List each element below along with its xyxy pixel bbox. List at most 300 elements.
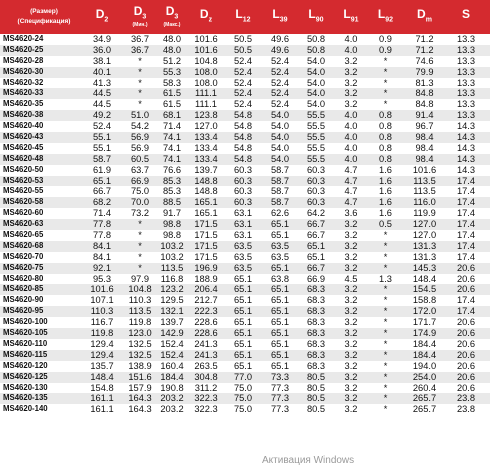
row-cell-d3max: 123.2	[160, 284, 184, 295]
row-cell-l12: 54.8	[233, 132, 253, 143]
header-col-l91	[334, 0, 368, 34]
row-cell-d2: 161.1	[90, 393, 114, 404]
row-cell-l90: 68.3	[306, 328, 326, 339]
row-part-number: MS4620-55	[3, 186, 44, 196]
row-cell-dm: 91.4	[415, 110, 434, 121]
row-cell-l39: 77.3	[270, 382, 290, 393]
row-cell-d3max: 152.4	[160, 349, 184, 360]
row-cell-l39: 65.1	[270, 284, 290, 295]
row-cell-d2: 41.3	[92, 77, 112, 88]
row-cell-l91: 3.2	[344, 284, 358, 295]
row-cell-d3min: 36.7	[130, 44, 150, 55]
row-cell-dz: 101.6	[194, 34, 218, 44]
windows-activation-watermark: Активация Windows	[262, 455, 355, 466]
row-cell-dm: 171.7	[412, 317, 437, 328]
row-cell-dm: 131.3	[412, 251, 437, 262]
row-cell-dz: 228.6	[194, 328, 218, 339]
row-cell-l92: 0.8	[379, 153, 392, 164]
row-cell-l92: *	[383, 251, 388, 262]
row-cell-l12: 63.1	[233, 208, 253, 219]
row-cell-d3max: 184.4	[160, 371, 184, 382]
row-cell-d3min: 56.9	[130, 142, 150, 153]
row-cell-l90: 54.0	[306, 77, 326, 88]
table-row	[0, 361, 490, 372]
row-cell-d3max: 74.1	[162, 132, 182, 143]
header-col-dz	[188, 0, 224, 34]
row-cell-d3max: 71.4	[162, 121, 182, 132]
table-row	[0, 34, 490, 45]
row-cell-l90: 66.7	[306, 262, 326, 273]
row-cell-d2: 84.1	[92, 240, 112, 251]
row-cell-l92: *	[383, 66, 388, 77]
header-col-label: $L_{12}$	[235, 6, 251, 24]
table-row	[0, 241, 490, 252]
row-cell-d2: 71.4	[92, 208, 112, 219]
row-cell-s: 17.4	[456, 306, 476, 317]
row-part-number: MS4620-110	[3, 338, 48, 348]
row-cell-d3min: 151.6	[128, 371, 152, 382]
row-cell-l90: 80.5	[306, 371, 326, 382]
table-row	[0, 306, 490, 317]
row-cell-d3max: 55.3	[162, 66, 182, 77]
row-cell-l91: 4.0	[344, 34, 358, 44]
row-part-number: MS4620-135	[3, 393, 48, 403]
row-cell-l92: *	[383, 382, 388, 393]
table-row	[0, 284, 490, 295]
row-cell-d2: 55.1	[92, 132, 112, 143]
row-cell-d2: 129.4	[90, 349, 114, 360]
row-cell-d2: 65.1	[92, 175, 112, 186]
row-cell-l92: *	[383, 338, 388, 349]
row-part-number: MS4620-48	[3, 153, 44, 163]
row-cell-l90: 66.7	[306, 230, 326, 241]
row-cell-l39: 65.1	[270, 317, 290, 328]
row-cell-dm: 71.2	[415, 34, 434, 44]
row-cell-l92: 0.8	[379, 121, 392, 132]
row-cell-dz: 171.5	[194, 240, 218, 251]
row-cell-d3max: 142.9	[160, 328, 184, 339]
row-cell-d3min: 70.0	[130, 197, 150, 208]
row-cell-l91: 3.2	[344, 99, 358, 110]
row-cell-dz: 133.4	[194, 142, 218, 153]
table-row	[0, 219, 490, 230]
row-cell-l12: 65.1	[233, 328, 253, 339]
row-cell-l90: 55.5	[306, 110, 326, 121]
row-cell-s: 13.3	[456, 34, 476, 44]
row-cell-s: 20.6	[456, 338, 476, 349]
row-cell-d2: 77.8	[92, 230, 112, 241]
table-row	[0, 317, 490, 328]
row-cell-dm: 84.8	[415, 88, 434, 99]
row-cell-d3min: 75.0	[130, 186, 150, 197]
row-cell-l90: 60.3	[306, 164, 326, 175]
row-cell-l90: 68.3	[306, 360, 326, 371]
row-cell-d3min: *	[138, 262, 142, 273]
row-cell-l91: 3.2	[344, 393, 358, 404]
row-cell-l12: 75.0	[233, 382, 253, 393]
row-cell-d3min: *	[138, 230, 142, 241]
row-cell-d3min: *	[138, 55, 142, 66]
row-cell-l39: 54.0	[270, 132, 290, 143]
row-part-number: MS4620-115	[3, 349, 48, 359]
row-cell-s: 13.3	[456, 44, 476, 55]
row-cell-d3max: 48.0	[162, 44, 182, 55]
row-cell-l91: 3.2	[344, 240, 358, 251]
row-cell-dm: 98.4	[415, 132, 434, 143]
row-cell-dm: 71.2	[415, 44, 434, 55]
row-cell-l12: 65.1	[233, 306, 253, 317]
row-cell-l12: 60.3	[233, 197, 253, 208]
row-cell-l92: *	[383, 393, 388, 404]
row-cell-l92: *	[383, 306, 388, 317]
row-cell-dm: 194.0	[412, 360, 437, 371]
row-cell-l39: 54.0	[270, 121, 290, 132]
table-row	[0, 252, 490, 263]
row-cell-d3max: 61.5	[162, 88, 182, 99]
row-cell-l92: *	[383, 55, 388, 66]
row-cell-l90: 55.5	[306, 142, 326, 153]
row-cell-d3max: 132.1	[160, 306, 184, 317]
table-row	[0, 45, 490, 56]
row-part-number: MS4620-100	[3, 317, 48, 327]
row-cell-dm: 74.6	[415, 55, 434, 66]
row-cell-l12: 63.5	[233, 262, 253, 273]
row-cell-l90: 60.3	[306, 186, 326, 197]
row-part-number: MS4620-60	[3, 208, 44, 218]
row-part-number: MS4620-38	[3, 110, 44, 120]
row-cell-l39: 52.4	[270, 88, 290, 99]
row-cell-l90: 55.5	[306, 153, 326, 164]
row-cell-l39: 63.5	[270, 251, 290, 262]
row-cell-l12: 52.4	[233, 66, 253, 77]
row-cell-l92: 1.6	[379, 186, 392, 197]
row-cell-l92: *	[383, 360, 388, 371]
header-col-l39	[262, 0, 298, 34]
row-cell-l12: 52.4	[233, 99, 253, 110]
row-cell-l91: 3.2	[344, 349, 358, 360]
row-cell-l90: 60.3	[306, 175, 326, 186]
row-cell-dz: 263.5	[194, 360, 218, 371]
row-cell-d2: 34.9	[92, 34, 112, 44]
row-part-number: MS4620-28	[3, 55, 44, 65]
header-col-dm	[403, 0, 446, 34]
row-cell-d3max: 160.4	[160, 360, 184, 371]
row-cell-l39: 49.6	[270, 44, 290, 55]
row-cell-d2: 116.7	[90, 317, 114, 328]
row-cell-l12: 54.8	[233, 142, 253, 153]
row-cell-d2: 107.1	[90, 295, 114, 306]
table-row	[0, 176, 490, 187]
row-part-number: MS4620-65	[3, 230, 44, 240]
row-cell-s: 20.6	[456, 273, 476, 284]
header-col-l12	[224, 0, 262, 34]
row-cell-l92: 0.8	[379, 110, 392, 121]
row-cell-s: 17.4	[456, 240, 476, 251]
row-cell-dm: 184.4	[412, 349, 437, 360]
row-cell-l91: 4.7	[344, 197, 358, 208]
row-cell-s: 20.6	[456, 371, 476, 382]
row-cell-dz: 104.8	[194, 55, 218, 66]
row-cell-dz: 241.3	[194, 349, 218, 360]
row-cell-l12: 60.3	[233, 186, 253, 197]
row-cell-dz: 196.9	[194, 262, 218, 273]
row-cell-l12: 65.1	[233, 349, 253, 360]
row-cell-l92: *	[383, 349, 388, 360]
row-cell-l91: 4.0	[344, 142, 358, 153]
row-cell-d2: 77.8	[92, 219, 112, 230]
row-cell-s: 13.3	[456, 55, 476, 66]
row-cell-l90: 55.5	[306, 121, 326, 132]
row-cell-dz: 228.6	[194, 317, 218, 328]
row-cell-l91: 3.2	[344, 338, 358, 349]
row-cell-d2: 119.8	[90, 328, 114, 339]
row-cell-d3max: 103.2	[160, 251, 184, 262]
row-cell-d3min: 104.8	[128, 284, 152, 295]
row-cell-dm: 148.4	[412, 273, 437, 284]
row-cell-l12: 65.1	[233, 338, 253, 349]
row-cell-l12: 77.0	[233, 371, 253, 382]
row-cell-l90: 68.3	[306, 317, 326, 328]
row-cell-l91: 3.2	[344, 371, 358, 382]
row-cell-l91: 3.2	[344, 55, 358, 66]
row-cell-l92: 0.5	[379, 219, 392, 230]
row-cell-d3max: 98.8	[162, 230, 182, 241]
row-cell-d3max: 48.0	[162, 34, 182, 44]
row-cell-d2: 68.2	[92, 197, 112, 208]
row-cell-l91: 4.0	[344, 110, 358, 121]
row-part-number: MS4620-35	[3, 99, 44, 109]
row-cell-dz: 123.8	[194, 110, 218, 121]
table-row	[0, 339, 490, 350]
row-cell-l91: 3.2	[344, 230, 358, 241]
row-part-number: MS4620-50	[3, 164, 44, 174]
row-cell-dm: 265.7	[412, 393, 437, 404]
header-col-l92	[368, 0, 403, 34]
row-cell-s: 14.3	[456, 132, 476, 143]
row-cell-s: 17.4	[456, 175, 476, 186]
row-cell-dz: 148.8	[194, 175, 218, 186]
row-part-number: MS4620-95	[3, 306, 44, 316]
table-row	[0, 132, 490, 143]
row-cell-l90: 50.8	[306, 44, 326, 55]
row-cell-s: 17.4	[456, 208, 476, 219]
row-cell-d3min: *	[138, 251, 142, 262]
table-row	[0, 208, 490, 219]
row-cell-s: 20.6	[456, 328, 476, 339]
row-cell-d2: 154.8	[90, 382, 114, 393]
row-cell-l12: 65.1	[233, 295, 253, 306]
row-cell-dz: 322.3	[194, 404, 218, 415]
row-cell-l92: *	[383, 317, 388, 328]
row-cell-d2: 101.6	[90, 284, 114, 295]
row-cell-d3max: 74.1	[162, 142, 182, 153]
row-cell-l12: 54.8	[233, 153, 253, 164]
row-cell-d2: 95.3	[92, 273, 112, 284]
row-cell-l12: 65.1	[233, 317, 253, 328]
row-cell-l91: 3.2	[344, 77, 358, 88]
header-col-label: $L_{90}$	[308, 6, 324, 24]
row-cell-d3max: 85.3	[162, 175, 182, 186]
header-col-label: $D_2$	[95, 6, 109, 24]
row-cell-dz: 165.1	[194, 208, 218, 219]
row-cell-d3min: 132.5	[128, 349, 152, 360]
row-cell-dz: 165.1	[194, 197, 218, 208]
row-cell-dm: 254.0	[412, 371, 437, 382]
row-cell-l12: 63.5	[233, 251, 253, 262]
row-cell-l39: 62.6	[270, 208, 290, 219]
table-row	[0, 404, 490, 415]
row-cell-d2: 40.1	[92, 66, 112, 77]
header-col-label: $D_m$	[417, 6, 432, 24]
row-cell-l92: 0.8	[379, 142, 392, 153]
row-cell-s: 20.6	[456, 349, 476, 360]
row-cell-l39: 52.4	[270, 99, 290, 110]
table-row	[0, 143, 490, 154]
row-cell-l90: 80.5	[306, 393, 326, 404]
row-cell-d3min: 110.3	[128, 295, 152, 306]
row-cell-l91: 3.6	[344, 208, 358, 219]
row-cell-l91: 3.2	[344, 66, 358, 77]
header-col-l90	[298, 0, 334, 34]
row-cell-s: 17.4	[456, 295, 476, 306]
row-cell-l12: 50.5	[233, 44, 253, 55]
row-cell-l39: 58.7	[270, 197, 290, 208]
row-cell-dz: 148.8	[194, 186, 218, 197]
row-cell-l39: 63.8	[270, 273, 290, 284]
row-cell-s: 20.6	[456, 262, 476, 273]
row-cell-dz: 171.5	[194, 251, 218, 262]
row-cell-dm: 145.3	[412, 262, 437, 273]
row-cell-dm: 96.7	[415, 121, 434, 132]
header-size-spec-label	[4, 7, 84, 27]
row-cell-d3min: 60.5	[130, 153, 150, 164]
row-cell-dm: 84.8	[415, 99, 434, 110]
row-cell-l12: 52.4	[233, 77, 253, 88]
row-cell-dm: 131.3	[412, 240, 437, 251]
row-cell-d3min: *	[138, 66, 142, 77]
table-row	[0, 197, 490, 208]
row-cell-l39: 49.6	[270, 34, 290, 44]
row-cell-d2: 61.9	[92, 164, 112, 175]
row-cell-l39: 54.0	[270, 110, 290, 121]
row-cell-l92: *	[383, 262, 388, 273]
row-cell-l90: 54.0	[306, 99, 326, 110]
row-cell-dz: 108.0	[194, 77, 218, 88]
row-cell-dm: 174.9	[412, 328, 437, 339]
row-cell-d3min: 51.0	[130, 110, 150, 121]
table-row	[0, 186, 490, 197]
row-cell-l92: 1.6	[379, 197, 392, 208]
row-part-number: MS4620-25	[3, 44, 44, 54]
table-row	[0, 154, 490, 165]
row-cell-l92: *	[383, 295, 388, 306]
header-col-label: S	[461, 6, 470, 21]
row-cell-d3max: 88.5	[162, 197, 182, 208]
row-cell-l39: 65.1	[270, 219, 290, 230]
row-cell-s: 13.3	[456, 66, 476, 77]
row-cell-l91: 4.5	[344, 273, 358, 284]
row-cell-d3min: 97.9	[130, 273, 150, 284]
row-cell-l39: 58.7	[270, 164, 290, 175]
row-cell-l12: 60.3	[233, 164, 253, 175]
row-cell-dz: 212.7	[194, 295, 218, 306]
row-cell-l39: 65.1	[270, 306, 290, 317]
row-cell-s: 14.3	[456, 164, 476, 175]
row-cell-l91: 4.7	[344, 175, 358, 186]
row-cell-d2: 135.7	[90, 360, 114, 371]
row-part-number: MS4620-75	[3, 262, 44, 272]
row-part-number: MS4620-70	[3, 251, 44, 261]
row-cell-l92: *	[383, 328, 388, 339]
row-cell-dm: 119.9	[413, 208, 436, 219]
row-cell-l39: 77.3	[270, 393, 290, 404]
row-cell-d3min: 164.3	[128, 393, 152, 404]
row-cell-s: 13.3	[456, 88, 476, 99]
table-header	[0, 0, 490, 34]
row-part-number: MS4620-58	[3, 197, 44, 207]
row-cell-d3min: 63.7	[130, 164, 150, 175]
row-cell-l12: 54.8	[233, 121, 253, 132]
row-part-number: MS4620-125	[3, 371, 48, 381]
row-cell-d3min: 138.9	[128, 360, 152, 371]
row-cell-l39: 73.3	[270, 371, 290, 382]
row-cell-dm: 127.0	[412, 219, 437, 230]
row-cell-d3max: 203.2	[160, 404, 184, 415]
table-row	[0, 393, 490, 404]
row-cell-l92: 1.3	[379, 273, 392, 284]
row-cell-l92: 0.8	[379, 132, 392, 143]
table-row	[0, 328, 490, 339]
row-part-number: MS4620-120	[3, 360, 48, 370]
row-cell-d3min: 73.2	[130, 208, 150, 219]
row-cell-l92: 1.6	[379, 164, 392, 175]
row-cell-l39: 63.5	[270, 240, 290, 251]
table-row	[0, 121, 490, 132]
row-cell-l90: 80.5	[306, 404, 326, 415]
row-cell-d3min: 157.9	[128, 382, 152, 393]
row-cell-dz: 101.6	[194, 44, 218, 55]
row-cell-l39: 52.4	[270, 55, 290, 66]
row-cell-l90: 68.3	[306, 338, 326, 349]
row-part-number: MS4620-53	[3, 175, 44, 185]
row-cell-s: 14.3	[456, 142, 476, 153]
row-cell-d3min: 123.0	[128, 328, 152, 339]
row-cell-l12: 63.1	[233, 230, 253, 241]
row-cell-d2: 58.7	[92, 153, 112, 164]
row-cell-dm: 101.6	[412, 164, 437, 175]
row-cell-l12: 63.5	[233, 240, 253, 251]
row-cell-d2: 55.1	[92, 142, 112, 153]
row-cell-s: 13.3	[456, 99, 476, 110]
header-col-d3max	[156, 0, 188, 34]
row-part-number: MS4620-105	[3, 328, 48, 338]
row-cell-l91: 3.2	[344, 382, 358, 393]
row-part-number: MS4620-43	[3, 132, 44, 142]
row-cell-l12: 50.5	[233, 34, 253, 44]
row-cell-d2: 84.1	[92, 251, 112, 262]
row-cell-l39: 65.1	[270, 349, 290, 360]
row-cell-l12: 65.1	[233, 284, 253, 295]
row-cell-l91: 4.7	[344, 186, 358, 197]
row-cell-dm: 98.4	[415, 153, 434, 164]
row-cell-dm: 158.8	[412, 295, 437, 306]
header-col-label: $D_z$	[199, 6, 213, 24]
row-cell-l12: 75.0	[233, 393, 253, 404]
row-cell-l90: 50.8	[306, 34, 326, 44]
row-cell-l91: 3.2	[344, 251, 358, 262]
row-cell-d2: 161.1	[90, 404, 114, 415]
row-part-number: MS4620-68	[3, 240, 44, 250]
